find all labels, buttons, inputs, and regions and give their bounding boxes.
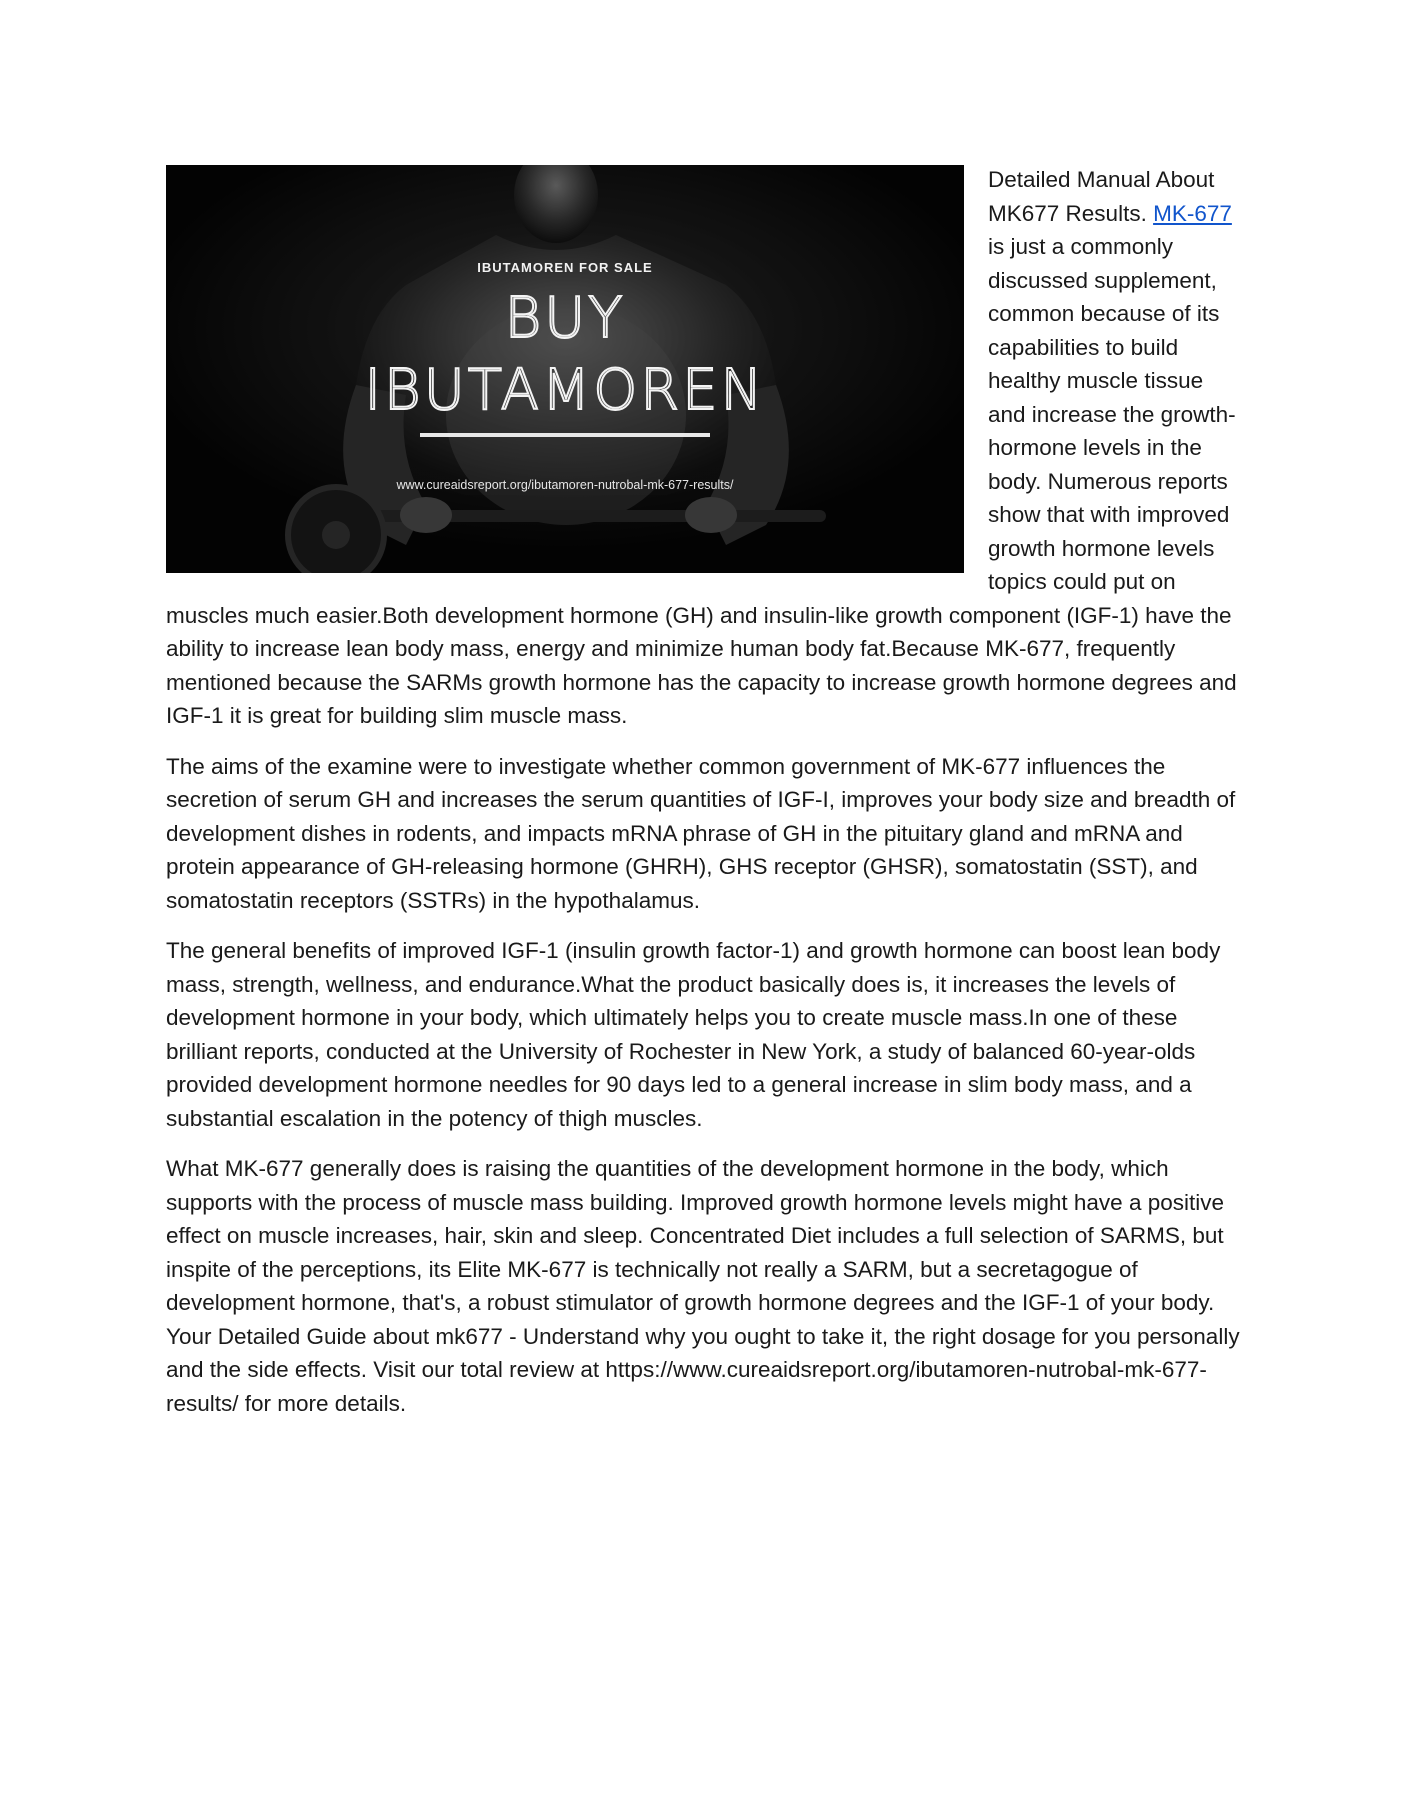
paragraph-3: The general benefits of improved IGF-1 (insulin growth factor-1) and growth hormone can boost lean body mass, strength, wellness, and endurance.What the product basically does is, it increases the levels of development hormone in your body, which ultimately helps you to create muscle mass.In one of these brilliant reports, conducted at the University of Rochester in New York, a study of balanced 60-year-olds provided development hormone needles for 90 days led to a general increase in slim body mass, and a substantial escalation in the potency of thigh muscles. (166, 938, 1221, 1131)
hero-headline (166, 283, 964, 427)
hero-image (166, 165, 964, 573)
article-body (166, 163, 1242, 1437)
mk677-link[interactable]: MK-677 (1153, 200, 1232, 226)
paragraph-2: The aims of the examine were to investigate whether common government of MK-677 influences the secretion of serum GH and increases the serum quantities of IGF-I, improves your body size and breadth of development dishes in rodents, and impacts mRNA phrase of GH in the pituitary gland and mRNA and protein appearance of GH-releasing hormone (GHRH), GHS receptor (GHSR), somatostatin (SST), and somatostatin receptors (SSTRs) in the hypothalamus. (166, 753, 1236, 913)
hero-url: www.cureaidsreport.org/ibutamoren-nutrobal-mk-677-results/ (396, 478, 734, 492)
paragraph-1-lead: Detailed Manual About MK677 Results. (988, 167, 1215, 226)
paragraph-1-rest: is just a commonly discussed supplement, common because of its capabilities to build healthy muscle tissue and increase the growth-hormone levels in the body. Numerous reports show that with improved growth hormone levels topics could put on muscles much easier.Both development hormone (GH) and insulin-like growth component (IGF-1) have the ability to increase lean body mass, energy and minimize human body fat.Because MK-677, frequently mentioned because the SARMs growth hormone has the capacity to increase growth hormone degrees and IGF-1 it is great for building slim muscle mass. (166, 234, 1237, 728)
hero-headline-line1: BUY (504, 286, 626, 351)
paragraph-4: What MK-677 generally does is raising the quantities of the development hormone in the body, which supports with the process of muscle mass building. Improved growth hormone levels might have a positive effect on muscle increases, hair, skin and sleep. Concentrated Diet includes a full selection of SARMS, but inspite of the perceptions, its Elite MK-677 is technically not really a SARM, but a secretagogue of development hormone, that's, a robust stimulator of growth hormone degrees and the IGF-1 of your body. Your Detailed Guide about mk677 - Understand why you ought to take it, the right dosage for you personally and the side effects. Visit our total review at https://www.cureaidsreport.org/ibutamoren-nutrobal-mk-677-results/ for more details. (166, 1156, 1240, 1416)
hero-divider (420, 433, 710, 437)
hero-headline-line2: IBUTAMOREN (364, 358, 766, 423)
hero-kicker: IBUTAMOREN FOR SALE (477, 260, 653, 275)
